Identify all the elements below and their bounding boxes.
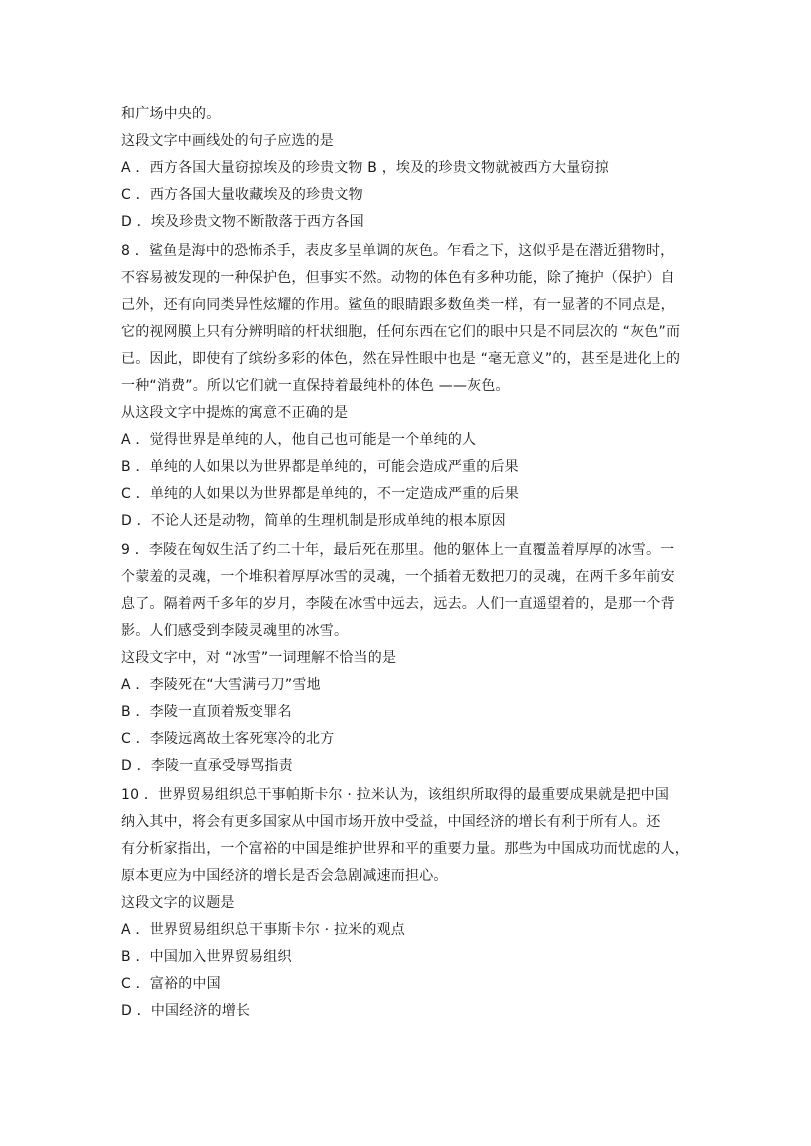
passage-line: 它的视网膜上只有分辨明暗的杆状细胞，任何东西在它们的眼中只是不同层次的 “灰色”而 xyxy=(121,324,681,340)
passage-line: 不容易被发现的一种保护色，但事实不然。动物的体色有多种功能，除了掩护（保护）自 xyxy=(121,270,675,286)
option-b: B ．中国加入世界贸易组织 xyxy=(121,949,292,965)
option-d: D ．不论人还是动物，简单的生理机制是形成单纯的根本原因 xyxy=(121,513,506,529)
passage-line: 9 ．李陵在匈奴生活了约二十年，最后死在那里。他的躯体上一直覆盖着厚厚的冰雪。一 xyxy=(121,542,675,558)
question-prompt: 这段文字中，对 “冰雪”一词理解不恰当的是 xyxy=(121,650,397,666)
question-prompt: 从这段文字中提炼的寓意不正确的是 xyxy=(121,405,349,421)
text-line: 和广场中央的。 xyxy=(121,106,221,122)
option-a: A ．李陵死在“大雪满弓刀”雪地 xyxy=(121,677,321,693)
option-b: B ．李陵一直顶着叛变罪名 xyxy=(121,704,292,720)
passage-line: 影。人们感受到李陵灵魂里的冰雪。 xyxy=(121,623,349,639)
passage-line: 纳入其中，将会有更多国家从中国市场开放中受益，中国经济的增长有利于所有人。还 xyxy=(121,814,661,830)
option-c: C ．李陵远离故土客死寒冷的北方 xyxy=(121,731,335,747)
option-d: D ．埃及珍贵文物不断散落于西方各国 xyxy=(121,214,364,230)
passage-line: 个蒙羞的灵魂，一个堆积着厚厚冰雪的灵魂，一个插着无数把刀的灵魂，在两千多年前安 xyxy=(121,569,675,585)
option-d: D ．中国经济的增长 xyxy=(121,1003,251,1019)
passage-line: 息了。隔着两千多年的岁月，李陵在冰雪中远去，远去。人们一直遥望着的，是那一个背 xyxy=(121,596,675,612)
question-prompt: 这段文字的议题是 xyxy=(121,895,235,911)
option-d: D ．李陵一直承受辱骂指责 xyxy=(121,758,293,774)
question-prompt: 这段文字中画线处的句子应选的是 xyxy=(121,133,334,149)
option-a: A ．西方各国大量窃掠埃及的珍贵文物 B ，埃及的珍贵文物就被西方大量窃掠 xyxy=(121,160,609,176)
option-a: A ．世界贸易组织总干事斯卡尔 · 拉米的观点 xyxy=(121,922,405,938)
option-c: C ．单纯的人如果以为世界都是单纯的，不一定造成严重的后果 xyxy=(121,486,520,502)
passage-line: 原本更应为中国经济的增长是否会急剧减速而担心。 xyxy=(121,868,448,884)
passage-line: 10 ．世界贸易组织总干事帕斯卡尔 · 拉米认为，该组织所取得的最重要成果就是把中国 xyxy=(121,787,670,803)
passage-line: 8 ．鲨鱼是海中的恐怖杀手，表皮多呈单调的灰色。乍看之下，这似乎是在潜近猎物时， xyxy=(121,243,675,259)
passage-line: 已。因此，即使有了缤纷多彩的体色，然在异性眼中也是 “毫无意义”的，甚至是进化上的 xyxy=(121,351,681,367)
option-c: C ．富裕的中国 xyxy=(121,976,221,992)
passage-line: 一种“消费”。所以它们就一直保持着最纯朴的体色 ——灰色。 xyxy=(121,378,510,394)
passage-line: 有分析家指出，一个富裕的中国是维护世界和平的重要力量。那些为中国成功而忧虑的人， xyxy=(121,841,689,857)
option-b: B ．单纯的人如果以为世界都是单纯的，可能会造成严重的后果 xyxy=(121,459,519,475)
passage-line: 己外，还有向同类异性炫耀的作用。鲨鱼的眼睛跟多数鱼类一样，有一显著的不同点是， xyxy=(121,297,675,313)
option-c: C ．西方各国大量收藏埃及的珍贵文物 xyxy=(121,187,363,203)
option-a: A ．觉得世界是单纯的人，他自己也可能是一个单纯的人 xyxy=(121,432,477,448)
